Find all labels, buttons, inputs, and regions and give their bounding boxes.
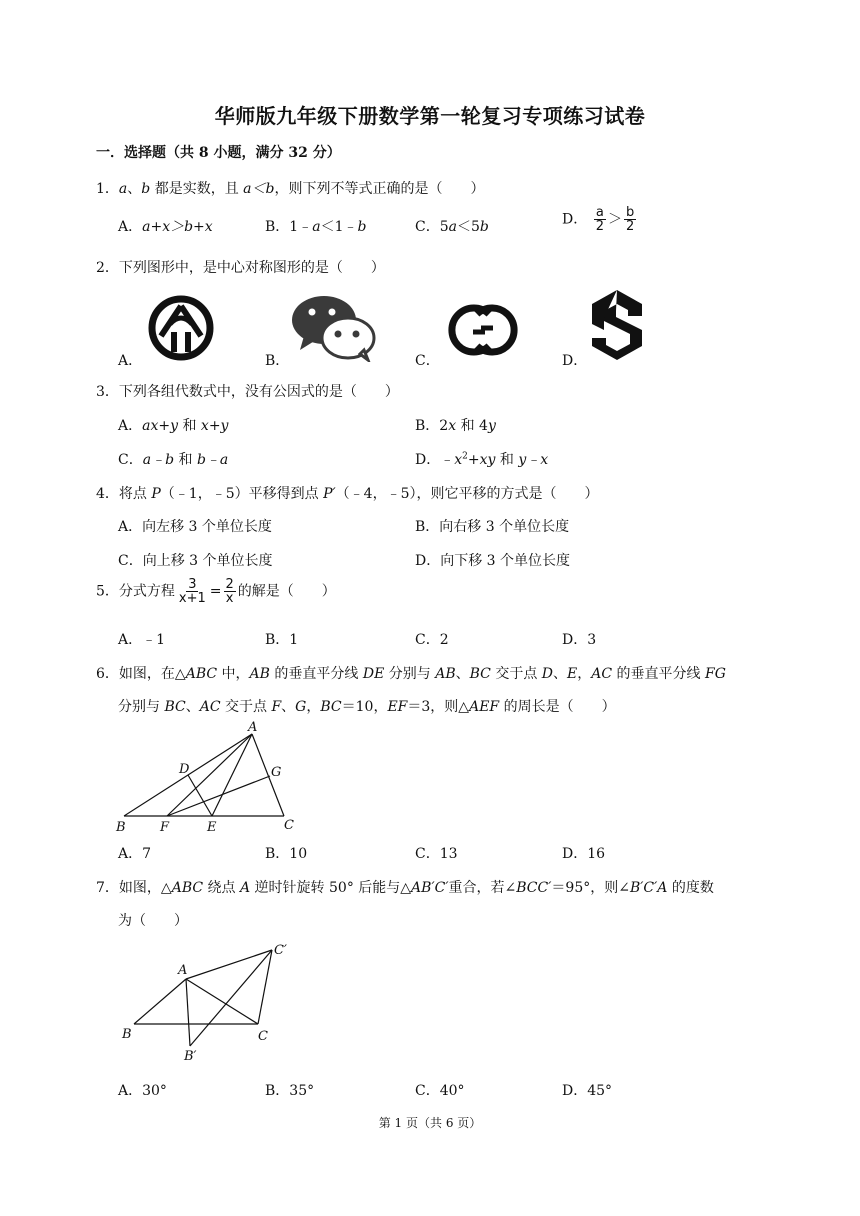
q5-option-d[interactable]: D．3	[562, 632, 597, 648]
fraction: $\frac{2}{x}$	[225, 577, 234, 606]
q1-option-b[interactable]: B．1﹣a＜1﹣b	[265, 219, 367, 235]
question-6-line-1: 6．如图，在△ABC 中，AB 的垂直平分线 DE 分别与 AB、BC 交于点 D、E，AC 的垂直平分线 FG	[96, 666, 726, 682]
q7-option-d[interactable]: D．45°	[562, 1083, 613, 1099]
q6-option-d[interactable]: D．16	[562, 846, 606, 862]
exam-title: 华师版九年级下册数学第一轮复习专项练习试卷	[214, 104, 646, 128]
q5-option-b[interactable]: B．1	[265, 632, 299, 648]
q5-option-a[interactable]: A．﹣1	[118, 632, 166, 648]
question-1: 1．a、b 都是实数，且 a＜b，则下列不等式正确的是（ ）	[96, 181, 485, 197]
label-b: B	[122, 1027, 132, 1042]
label-a: A	[248, 720, 258, 735]
question-2: 2．下列图形中，是中心对称图形的是（ ）	[96, 260, 385, 276]
fraction: $\frac{3}{x+1}$	[178, 577, 206, 606]
label-c-prime: C′	[274, 943, 287, 958]
label-g: G	[271, 765, 282, 780]
label-f: F	[160, 820, 170, 835]
question-7-line-2: 为（ ）	[118, 913, 188, 929]
question-7-line-1: 7．如图，△ABC 绕点 A 逆时针旋转 50° 后能与△AB′C′重合，若∠BCC′＝95°，则∠B′C′A 的度数	[96, 880, 714, 896]
label-d: D	[179, 762, 190, 777]
railway-logo-icon	[146, 294, 216, 362]
q4-option-c[interactable]: C．向上移 3 个单位长度	[118, 553, 273, 569]
label-e: E	[207, 820, 217, 835]
section-heading: 一．选择题（共 8 小题，满分 32 分）	[96, 145, 341, 161]
question-3: 3．下列各组代数式中，没有公因式的是（ ）	[96, 384, 399, 400]
page-footer: 第 1 页（共 6 页）	[378, 1116, 482, 1130]
q2-option-b[interactable]: B．	[265, 353, 290, 369]
q3-option-a[interactable]: A．ax+y 和 x+y	[118, 418, 229, 434]
q1-option-a[interactable]: A．a+x＞b+x	[118, 219, 213, 235]
q1-option-d[interactable]: D． $\frac{a}{2}$ ＞ $\frac{b}{2}$	[562, 205, 635, 234]
chat-bubbles-icon	[290, 294, 376, 362]
segment-fg	[167, 776, 270, 816]
segment-ac	[186, 979, 258, 1024]
segment-cc-prime	[258, 950, 272, 1024]
question-4: 4．将点 P（﹣1，﹣5）平移得到点 P′（﹣4，﹣5），则它平移的方式是（ ）	[96, 486, 599, 502]
label-c: C	[258, 1029, 268, 1044]
triangle-figure-q6	[110, 718, 310, 838]
q3-option-b[interactable]: B．2x 和 4y	[415, 418, 496, 434]
q4-option-b[interactable]: B．向右移 3 个单位长度	[415, 519, 570, 535]
fraction: $\frac{a}{2}$	[595, 205, 604, 234]
q7-option-a[interactable]: A．30°	[118, 1083, 167, 1099]
q6-option-a[interactable]: A．7	[118, 846, 152, 862]
q7-option-b[interactable]: B．35°	[265, 1083, 315, 1099]
hexagon-s-logo-icon	[588, 288, 646, 362]
q3-option-c[interactable]: C．a﹣b 和 b﹣a	[118, 452, 229, 468]
q2-option-d[interactable]: D．	[562, 353, 588, 369]
q6-option-c[interactable]: C．13	[415, 846, 458, 862]
label-b-prime: B′	[184, 1049, 197, 1064]
segment-ab-prime	[186, 979, 190, 1046]
q2-option-c[interactable]: C．	[415, 353, 440, 369]
rotation-figure-q7	[112, 938, 302, 1066]
q7-option-c[interactable]: C．40°	[415, 1083, 465, 1099]
q4-option-d[interactable]: D．向下移 3 个单位长度	[415, 553, 571, 569]
label-b: B	[116, 820, 126, 835]
q6-option-b[interactable]: B．10	[265, 846, 308, 862]
label-c: C	[284, 818, 294, 833]
double-g-logo-icon	[443, 300, 523, 360]
segment-de	[188, 775, 212, 816]
question-6-line-2: 分别与 BC、AC 交于点 F、G，BC＝10，EF＝3，则△AEF 的周长是（ ）	[118, 699, 616, 715]
fraction: $\frac{b}{2}$	[625, 205, 635, 234]
q1-option-c[interactable]: C．5a＜5b	[415, 219, 489, 235]
q4-option-a[interactable]: A．向左移 3 个单位长度	[118, 519, 272, 535]
q3-option-d[interactable]: D．$﹣x^2+xy$ 和 y﹣x	[415, 451, 549, 468]
q5-option-c[interactable]: C．2	[415, 632, 449, 648]
label-a: A	[178, 963, 188, 978]
segment-ab	[134, 979, 186, 1024]
q2-option-a[interactable]: A．	[118, 353, 143, 369]
question-5: 5．分式方程 $\frac{3}{x+1}$ = $\frac{2}{x}$ 的解是（ ）	[96, 577, 336, 606]
